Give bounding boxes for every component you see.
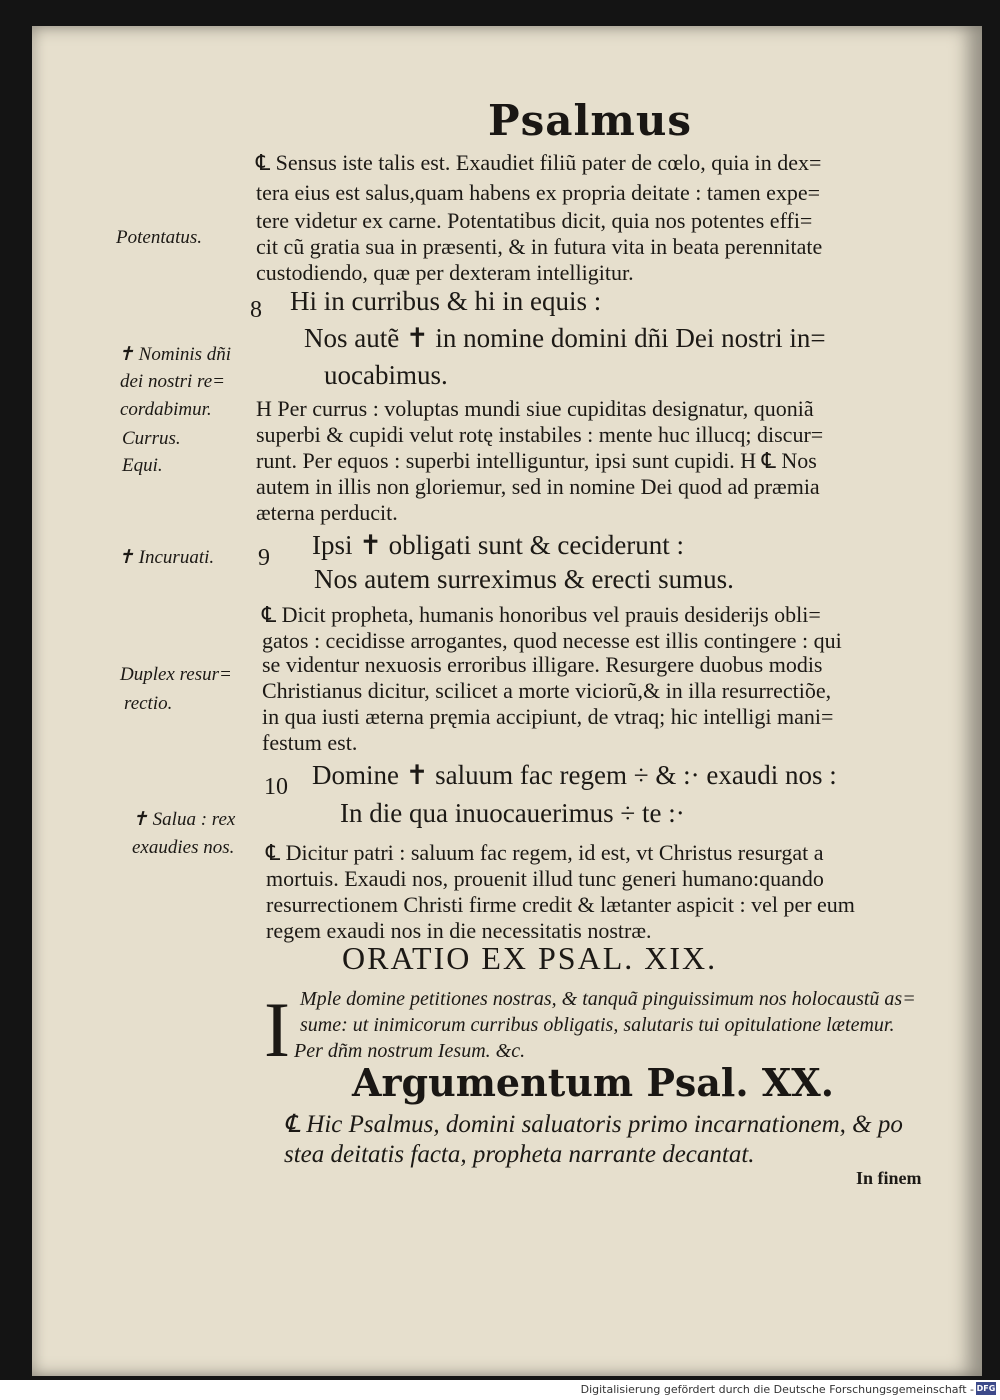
- text-line: ℄ Dicit propheta, humanis honoribus vel prauis desiderijs obli=: [262, 602, 821, 627]
- text-line: festum est.: [262, 730, 358, 755]
- text-line: cit cũ gratia sua in præsenti, & in futura vita in beata perennitate: [256, 234, 823, 259]
- verse-line: uocabimus.: [324, 360, 448, 390]
- text-line: runt. Per equos : superbi intelliguntur, ipsi sunt cupidi. H ℄ Nos: [256, 448, 817, 473]
- margin-note: ✝ Salua : rex: [132, 809, 236, 830]
- text-line: in qua iusti æterna pręmia accipiunt, de vtraq; hic intelligi mani=: [262, 704, 834, 729]
- text-line: æterna perducit.: [256, 500, 398, 525]
- margin-note: Potentatus.: [116, 227, 203, 248]
- verse-line: Nos autem surreximus & erecti sumus.: [314, 564, 734, 594]
- margin-note: rectio.: [124, 693, 173, 714]
- argumentum-line: stea deitatis facta, propheta narrante decantat.: [284, 1141, 755, 1168]
- text-line: regem exaudi nos in die necessitatis nostræ.: [266, 918, 652, 943]
- verse-line: Hi in curribus & hi in equis :: [290, 286, 602, 316]
- oratio-heading: ORATIO EX PSAL. XIX.: [342, 940, 718, 976]
- margin-note: cordabimur.: [120, 399, 212, 420]
- text-line: custodiendo, quæ per dexteram intelligitur.: [256, 260, 634, 285]
- text-line: tera eius est salus,quam habens ex propria deitate : tamen expe=: [256, 180, 821, 205]
- text-line: se videntur nexuosis erroribus illigare. Resurgere duobus modis: [262, 652, 823, 677]
- verse-line: Nos autẽ ✝ in nomine domini dñi Dei nostri in=: [304, 323, 826, 353]
- text-line: ℄ Dicitur patri : saluum fac regem, id est, vt Christus resurgat a: [266, 840, 824, 865]
- text-line: resurrectionem Christi firme credit & lætanter aspicit : vel per eum: [266, 892, 855, 917]
- dfg-logo: DFG: [976, 1384, 996, 1393]
- verse-line: Ipsi ✝ obligati sunt & ceciderunt :: [312, 530, 685, 560]
- funding-note: Digitalisierung gefördert durch die Deutsche Forschungsgemeinschaft -: [580, 1383, 974, 1396]
- text-line: ℄ Sensus iste talis est. Exaudiet filiũ pater de cœlo, quia in dex=: [256, 150, 822, 175]
- text-line: H Per currus : voluptas mundi siue cupiditas designatur, quoniã: [256, 396, 814, 421]
- verse-line: Domine ✝ saluum fac regem ÷ & :· exaudi nos :: [312, 760, 837, 790]
- margin-note: exaudies nos.: [132, 837, 235, 858]
- verse-number: 9: [258, 545, 270, 571]
- catchword: In finem: [856, 1168, 922, 1188]
- verse-number: 10: [264, 774, 288, 800]
- margin-note: ✝ Incuruati.: [118, 547, 215, 568]
- oratio-line: Mple domine petitiones nostras, & tanquã pinguissimum nos holocaustũ as=: [300, 988, 916, 1010]
- text-line: mortuis. Exaudi nos, prouenit illud tunc generi humano:quando: [266, 866, 824, 891]
- text-line: tere videtur ex carne. Potentatibus dicit, quia nos potentes effi=: [256, 208, 813, 233]
- margin-note: Currus.: [122, 428, 181, 449]
- verse-number: 8: [250, 297, 262, 323]
- text-line: autem in illis non gloriemur, sed in nomine Dei quod ad præmia: [256, 474, 820, 499]
- oratio-line: Per dñm nostrum Iesum. &c.: [294, 1040, 526, 1062]
- text-line: gatos : cecidisse arrogantes, quod necesse est illis contingere : qui: [262, 628, 842, 653]
- margin-note: ✝ Nominis dñi: [118, 344, 232, 365]
- text-line: Christianus dicitur, scilicet a morte viciorũ,& in illa resurrectiõe,: [262, 678, 832, 703]
- text-line: superbi & cupidi velut rotę instabiles : mente huc illucq; discur=: [256, 422, 824, 447]
- margin-note: Duplex resur=: [120, 664, 232, 685]
- margin-note: dei nostri re=: [120, 371, 226, 392]
- margin-note: Equi.: [122, 455, 163, 476]
- running-head: Psalmus: [488, 96, 693, 145]
- argumentum-line: ℄ Hic Psalmus, domini saluatoris primo incarnationem, & po: [284, 1111, 903, 1138]
- oratio-line: sume: ut inimicorum curribus obligatis, salutaris tui opitulatione lætemur.: [300, 1014, 895, 1036]
- drop-capital: I: [264, 986, 290, 1073]
- verse-line: In die qua inuocauerimus ÷ te :·: [340, 798, 685, 828]
- argumentum-heading: Argumentum Psal. XX.: [352, 1060, 835, 1105]
